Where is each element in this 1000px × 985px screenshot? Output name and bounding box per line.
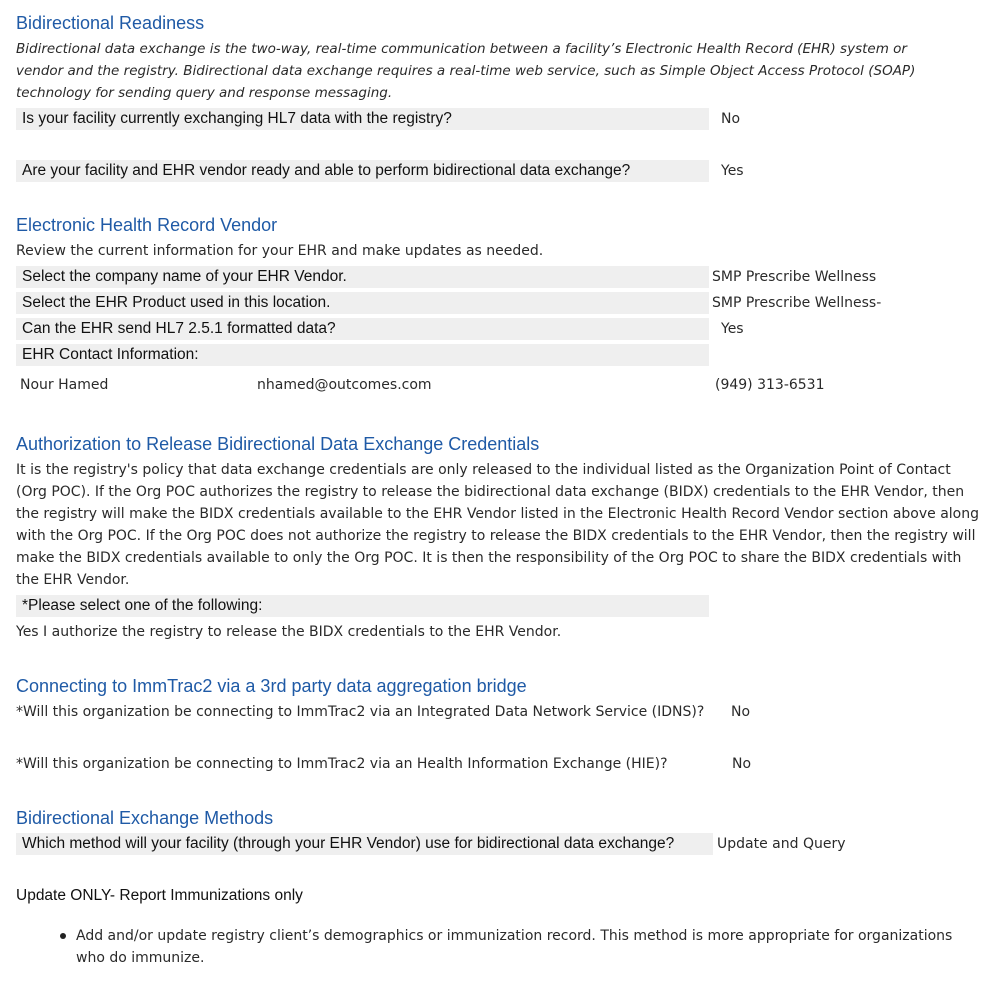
authorization-body-line-2: (Org POC). If the Org POC authorizes the registry to release the bidirectional data exchange (BIDX) credentials to the EHR Vendor, then [16,484,965,500]
section-title-bidirectional-readiness: Bidirectional Readiness [16,13,205,33]
bullet-dot [60,933,66,939]
question-hie: *Will this organization be connecting to ImmTrac2 via an Health Information Exchange (HIE)? [16,756,668,772]
ehr-vendor-intro: Review the current information for your EHR and make updates as needed. [16,243,544,259]
update-only-label: Update ONLY- Report Immunizations only [16,887,303,904]
section-title-bridge: Connecting to ImmTrac2 via a 3rd party data aggregation bridge [16,676,527,696]
bullet-line-2: who do immunize. [76,950,205,966]
contact-name: Nour Hamed [20,377,109,393]
authorization-body-line-5: make the BIDX credentials available to only the Org POC. It is then the responsibility of the Org POC to share the BIDX credentials with [16,550,962,566]
answer-authorization-select: Yes I authorize the registry to release the BIDX credentials to the EHR Vendor. [16,624,562,640]
answer-ehr-hl7: Yes [721,321,744,337]
answer-idns: No [731,704,751,720]
question-ehr-contact: EHR Contact Information: [16,344,709,366]
question-hl7-exchanging: Is your facility currently exchanging HL7 data with the registry? [16,108,709,130]
question-authorization-select: *Please select one of the following: [16,595,709,617]
section-title-ehr-vendor: Electronic Health Record Vendor [16,215,278,235]
readiness-description-line-3: technology for sending query and response messaging. [16,85,393,101]
authorization-body-line-3: the registry will make the BIDX credentials available to the EHR Vendor listed in the Electronic Health Record Vendor section above along [16,506,979,522]
authorization-body-line-6: the EHR Vendor. [16,572,130,588]
answer-ehr-company: SMP Prescribe Wellness [712,269,877,285]
question-method: Which method will your facility (through your EHR Vendor) use for bidirectional data exchange? [16,833,713,855]
contact-phone: (949) 313-6531 [715,377,825,393]
question-ehr-hl7: Can the EHR send HL7 2.5.1 formatted data? [16,318,709,340]
contact-email: nhamed@outcomes.com [257,377,432,393]
answer-method: Update and Query [717,836,846,852]
bullet-line-1: Add and/or update registry client’s demographics or immunization record. This method is more appropriate for organizations [76,928,953,944]
authorization-body-line-4: with the Org POC. If the Org POC does not authorize the registry to release the BIDX credentials to the EHR Vendor, then the registry will [16,528,976,544]
answer-hie: No [732,756,752,772]
authorization-body-line-1: It is the registry's policy that data exchange credentials are only released to the individual listed as the Organization Point of Contact [16,462,951,478]
question-ehr-company: Select the company name of your EHR Vendor. [16,266,709,288]
answer-bidirectional-ready: Yes [721,163,744,179]
question-ehr-product: Select the EHR Product used in this location. [16,292,709,314]
question-bidirectional-ready: Are your facility and EHR vendor ready and able to perform bidirectional data exchange? [16,160,709,182]
readiness-description-line-1: Bidirectional data exchange is the two-way, real-time communication between a facility’s Electronic Health Record (EHR) system or [16,41,907,57]
readiness-description-line-2: vendor and the registry. Bidirectional data exchange requires a real-time web service, such as Simple Object Access Protocol (SOAP) [16,63,916,79]
section-title-methods: Bidirectional Exchange Methods [16,808,274,828]
answer-ehr-product: SMP Prescribe Wellness- [712,295,882,311]
answer-hl7-exchanging: No [721,111,741,127]
section-title-authorization: Authorization to Release Bidirectional Data Exchange Credentials [16,434,540,454]
question-idns: *Will this organization be connecting to ImmTrac2 via an Integrated Data Network Service (IDNS)? [16,704,705,720]
